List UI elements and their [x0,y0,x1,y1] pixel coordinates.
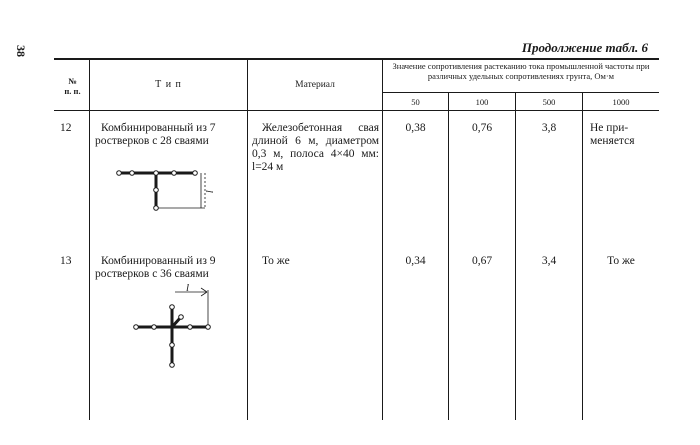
col-divider [382,59,383,420]
col-divider [89,59,90,420]
page-number: 38 [14,45,28,57]
row-12-value-100: 0,76 [471,122,493,134]
table-top-rule [54,58,659,60]
header-no: № п. п. [64,76,81,96]
header-resistivity-1000: 1000 [612,97,630,107]
material-line: l=24 м [252,161,284,173]
row-13-material: То же [262,255,290,267]
row-12-value-50: 0,38 [405,122,426,134]
header-subrule [382,92,659,93]
col-divider [247,59,248,420]
row-12-type: Комбинированный из 7 ростверков с 28 сваями [95,122,216,147]
row-12-pile-diagram [110,160,220,220]
row-12-value-500: 3,8 [541,122,557,134]
row-12-value-1000: Не при- меняется [590,122,635,147]
material-line: длиной 6 м, диаметром [252,135,379,147]
row-13-value-1000: То же [607,255,635,267]
row-13-no: 13 [60,255,72,267]
row-12-no: 12 [60,122,72,134]
header-material: Материал [295,80,335,90]
row-13-value-100: 0,67 [471,255,493,267]
table-caption: Продолжение табл. 6 [521,40,648,55]
row-13-value-50: 0,34 [405,255,426,267]
row-13-value-500: 3,4 [541,255,557,267]
row-13-type: Комбинированный из 9 ростверков с 36 сваями [95,255,216,280]
header-bottom-rule [54,110,659,111]
header-resistivity-50: 50 [411,97,420,107]
row-13-pile-diagram [128,282,223,370]
row-12-diagram-label: l [203,190,214,193]
row-13-diagram-label: l [186,282,190,294]
material-line: 0,3 м, полоса 4×40 мм: [252,148,379,160]
header-type: Т и п [155,79,182,90]
row-12-material [252,122,379,174]
material-line: Железобетонная свая [262,122,379,134]
header-value-group: Значение сопротивления растеканию тока промышленной частоты при различных удельных сопротивлениях грунта, Ом·м [392,61,650,81]
header-resistivity-100: 100 [475,97,489,107]
header-resistivity-500: 500 [542,97,556,107]
